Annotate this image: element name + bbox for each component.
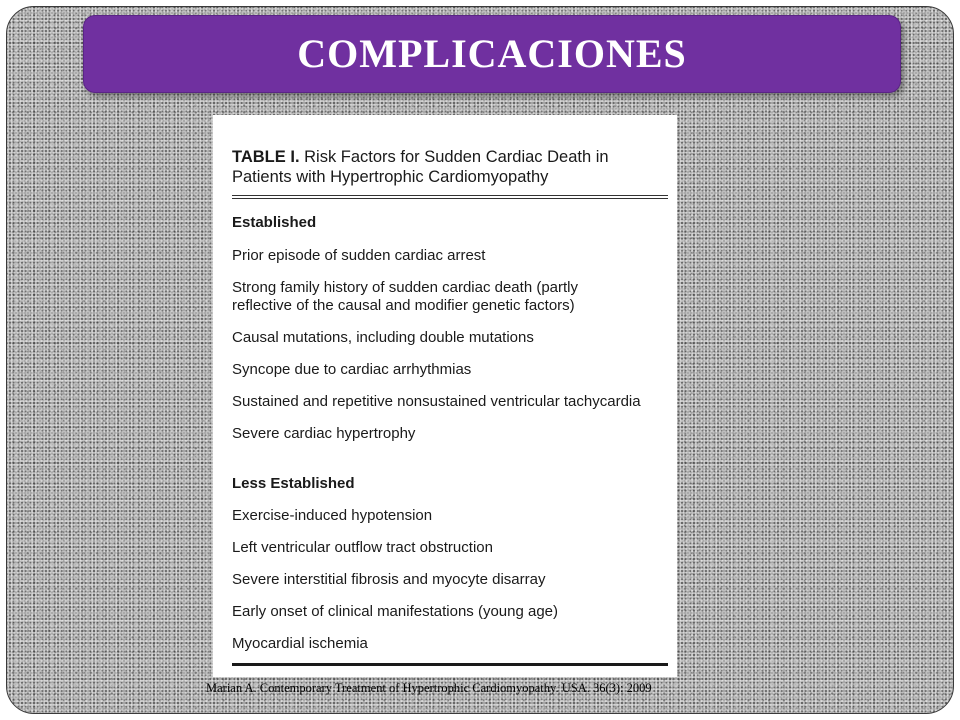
list-item: Exercise-induced hypotension bbox=[232, 507, 433, 524]
citation-text: Marian A. Contemporary Treatment of Hypertrophic Cardiomyopathy. USA. 36(3): 2009 bbox=[206, 681, 652, 695]
list-item: Causal mutations, including double mutations bbox=[232, 329, 534, 346]
section-heading-established: Established bbox=[232, 214, 317, 231]
list-item: Myocardial ischemia bbox=[232, 635, 368, 652]
table-label: TABLE I. bbox=[232, 148, 300, 166]
slide-background bbox=[6, 6, 954, 714]
list-item: Severe interstitial fibrosis and myocyte disarray bbox=[232, 571, 546, 588]
table-caption bbox=[232, 147, 672, 187]
title-banner bbox=[83, 15, 901, 93]
table-caption-line1: Risk Factors for Sudden Cardiac Death in bbox=[304, 148, 609, 166]
list-item: Syncope due to cardiac arrhythmias bbox=[232, 361, 472, 378]
list-item: Early onset of clinical manifestations (young age) bbox=[232, 603, 559, 620]
list-item: Severe cardiac hypertrophy bbox=[232, 425, 416, 442]
slide-title: COMPLICACIONES bbox=[297, 30, 687, 76]
caption-rule-top bbox=[232, 195, 668, 196]
list-item: Prior episode of sudden cardiac arrest bbox=[232, 247, 486, 264]
list-item: reflective of the causal and modifier genetic factors) bbox=[232, 297, 575, 314]
table-bottom-rule bbox=[232, 663, 668, 666]
section-heading-less-established: Less Established bbox=[232, 475, 355, 492]
table-caption-line2: Patients with Hypertrophic Cardiomyopathy bbox=[232, 168, 549, 186]
list-item: Strong family history of sudden cardiac death (partly bbox=[232, 279, 579, 296]
table-image bbox=[213, 115, 677, 677]
list-item: Left ventricular outflow tract obstruction bbox=[232, 539, 493, 556]
caption-rule-bottom bbox=[232, 198, 668, 199]
list-item: Sustained and repetitive nonsustained ventricular tachycardia bbox=[232, 393, 641, 410]
